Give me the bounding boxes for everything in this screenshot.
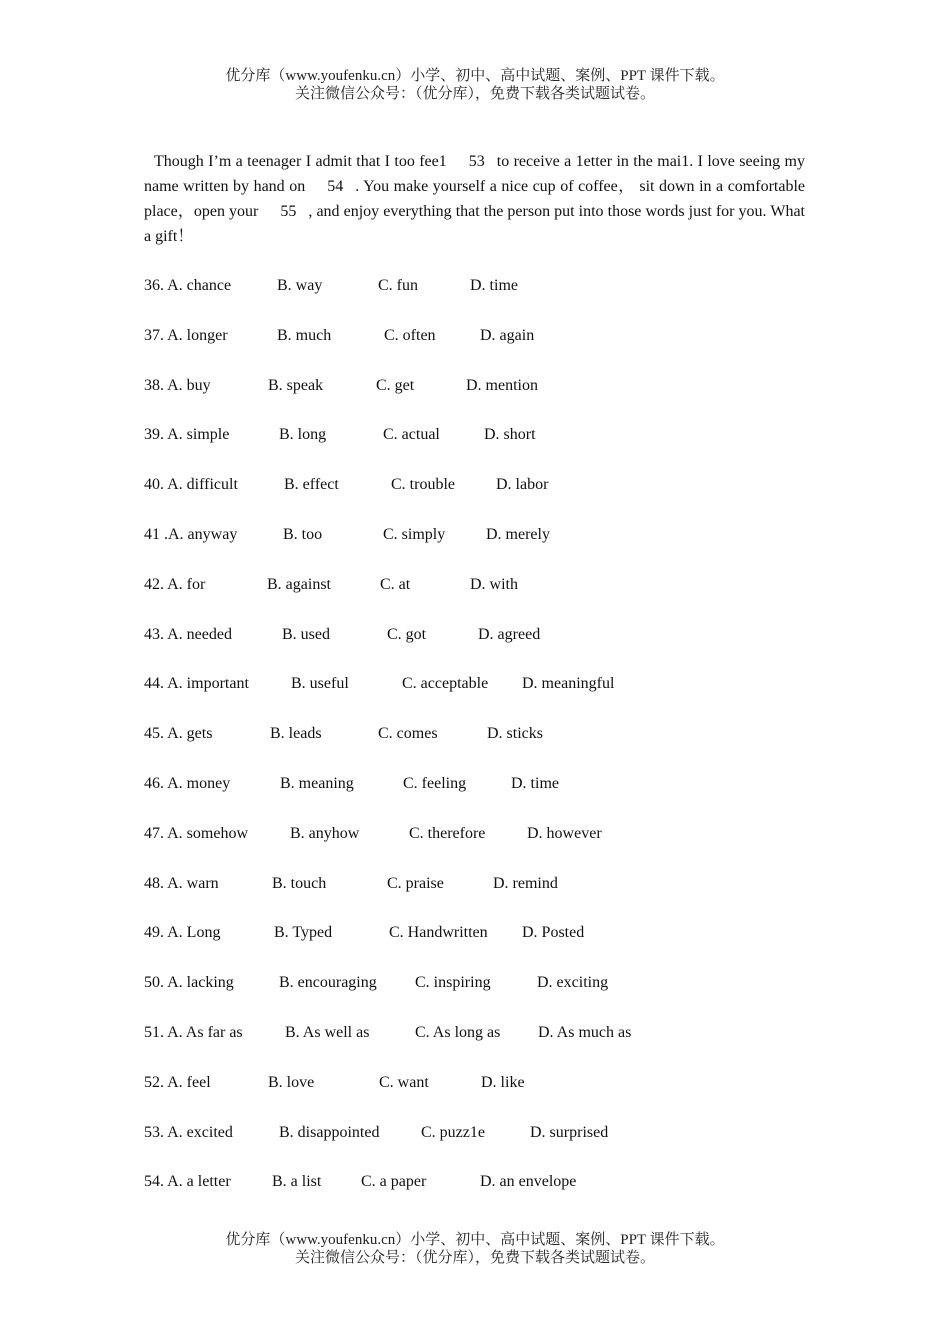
question-row bbox=[144, 823, 844, 873]
header-line-2: 关注微信公众号：（优分库），免费下载各类试题试卷。 bbox=[294, 86, 655, 102]
option-c: C. simply bbox=[383, 525, 446, 543]
option-b: B. against bbox=[267, 575, 331, 593]
option-a: 37. A. longer bbox=[144, 326, 228, 344]
passage-text: . You make yourself a nice cup of coffee， sit down in a comfortable place，open your bbox=[144, 178, 805, 220]
option-a: 39. A. simple bbox=[144, 426, 230, 444]
option-d: D. like bbox=[481, 1073, 525, 1091]
option-d: D. however bbox=[527, 824, 602, 842]
option-d: D. meaningful bbox=[522, 675, 615, 693]
question-row bbox=[144, 972, 844, 1022]
footer-line-2: 关注微信公众号：（优分库），免费下载各类试题试卷。 bbox=[294, 1250, 655, 1266]
option-b: B. a list bbox=[272, 1173, 322, 1191]
option-a: 51. A. As far as bbox=[144, 1023, 243, 1041]
question-row bbox=[144, 624, 844, 674]
passage bbox=[144, 149, 805, 249]
option-c: C. actual bbox=[383, 426, 440, 444]
option-c: C. puzz1e bbox=[421, 1123, 485, 1141]
option-d: D. mention bbox=[466, 376, 538, 394]
option-c: C. at bbox=[380, 575, 411, 593]
option-d: D. time bbox=[511, 774, 559, 792]
question-row bbox=[144, 375, 844, 425]
option-d: D. with bbox=[470, 575, 518, 593]
option-c: C. As long as bbox=[415, 1023, 501, 1041]
option-d: D. short bbox=[484, 426, 536, 444]
question-row bbox=[144, 275, 844, 325]
question-row bbox=[144, 773, 844, 823]
option-b: B. meaning bbox=[280, 774, 354, 792]
option-c: C. feeling bbox=[403, 774, 467, 792]
option-a: 38. A. buy bbox=[144, 376, 211, 394]
question-row bbox=[144, 474, 844, 524]
question-row bbox=[144, 424, 844, 474]
option-d: D. Posted bbox=[522, 924, 585, 942]
passage-text: to receive a 1etter in the mai1. I love seeing my name written by hand on bbox=[144, 153, 806, 195]
option-c: C. praise bbox=[387, 874, 444, 892]
question-row bbox=[144, 524, 844, 574]
option-d: D. an envelope bbox=[480, 1173, 577, 1191]
footer-line-1: 优分库（www.youfenku.cn）小学、初中、高中试题、案例、PPT 课件下载。 bbox=[225, 1232, 725, 1248]
option-a: 36. A. chance bbox=[144, 277, 232, 294]
option-d: D. again bbox=[480, 326, 535, 344]
option-c: C. inspiring bbox=[415, 974, 491, 992]
option-b: B. anyhow bbox=[290, 824, 360, 842]
option-b: B. used bbox=[282, 625, 330, 643]
header-line-1: 优分库（www.youfenku.cn）小学、初中、高中试题、案例、PPT 课件下载。 bbox=[225, 68, 725, 84]
question-row bbox=[144, 1072, 844, 1122]
passage-paragraph bbox=[144, 149, 805, 249]
option-a: 54. A. a letter bbox=[144, 1173, 231, 1191]
option-b: B. speak bbox=[268, 376, 324, 394]
option-a: 46. A. money bbox=[144, 774, 231, 792]
question-list bbox=[144, 275, 844, 1221]
page-header bbox=[0, 67, 950, 103]
option-a: 50. A. lacking bbox=[144, 974, 234, 992]
page-footer bbox=[0, 1231, 950, 1267]
blank-54: 54 bbox=[327, 178, 344, 195]
option-b: B. leads bbox=[270, 725, 322, 743]
option-a: 45. A. gets bbox=[144, 725, 213, 743]
option-c: C. therefore bbox=[409, 824, 486, 842]
option-a: 47. A. somehow bbox=[144, 824, 248, 842]
question-row bbox=[144, 1122, 844, 1172]
question-row bbox=[144, 922, 844, 972]
option-b: B. love bbox=[268, 1073, 315, 1091]
option-a: 52. A. feel bbox=[144, 1073, 211, 1091]
option-a: 53. A. excited bbox=[144, 1123, 233, 1141]
option-b: B. effect bbox=[284, 476, 339, 494]
option-c: C. get bbox=[376, 376, 415, 394]
option-d: D. surprised bbox=[530, 1123, 609, 1141]
option-d: D. merely bbox=[486, 525, 550, 543]
option-b: B. too bbox=[283, 525, 323, 543]
blank-55: 55 bbox=[280, 203, 297, 220]
option-b: B. disappointed bbox=[279, 1123, 380, 1141]
option-a: 40. A. difficult bbox=[144, 476, 238, 494]
question-row bbox=[144, 1022, 844, 1072]
option-b: B. way bbox=[277, 277, 323, 294]
option-b: B. much bbox=[277, 326, 332, 344]
option-c: C. Handwritten bbox=[389, 924, 488, 942]
option-c: C. acceptable bbox=[402, 675, 489, 693]
option-d: D. agreed bbox=[478, 625, 541, 643]
option-b: B. useful bbox=[291, 675, 349, 693]
option-c: C. want bbox=[379, 1073, 429, 1091]
option-d: D. time bbox=[470, 277, 518, 294]
option-d: D. sticks bbox=[487, 725, 543, 743]
option-a: 49. A. Long bbox=[144, 924, 221, 942]
option-c: C. trouble bbox=[391, 476, 455, 494]
option-d: D. remind bbox=[493, 874, 558, 892]
option-b: B. touch bbox=[272, 874, 327, 892]
option-b: B. long bbox=[279, 426, 327, 444]
option-b: B. encouraging bbox=[279, 974, 377, 992]
option-a: 42. A. for bbox=[144, 575, 206, 593]
option-c: C. fun bbox=[378, 277, 418, 294]
option-a: 44. A. important bbox=[144, 675, 249, 693]
option-a: 48. A. warn bbox=[144, 874, 219, 892]
option-c: C. comes bbox=[378, 725, 438, 743]
option-d: D. labor bbox=[496, 476, 549, 494]
passage-text: Though I’m a teenager I admit that I too fee1 bbox=[154, 153, 447, 170]
question-row bbox=[144, 723, 844, 773]
option-b: B. As well as bbox=[285, 1023, 370, 1041]
question-row bbox=[144, 574, 844, 624]
question-row bbox=[144, 673, 844, 723]
question-row bbox=[144, 873, 844, 923]
option-d: D. As much as bbox=[538, 1023, 632, 1041]
blank-53: 53 bbox=[468, 153, 485, 170]
option-a: 43. A. needed bbox=[144, 625, 232, 643]
option-d: D. exciting bbox=[537, 974, 609, 992]
option-c: C. a paper bbox=[361, 1173, 427, 1191]
question-row bbox=[144, 325, 844, 375]
option-b: B. Typed bbox=[274, 924, 333, 942]
option-c: C. often bbox=[384, 326, 436, 344]
passage-text: , and enjoy everything that the person put into those words just for you. What a gift！ bbox=[144, 203, 805, 245]
option-c: C. got bbox=[387, 625, 427, 643]
question-row bbox=[144, 1171, 844, 1221]
option-a: 41 .A. anyway bbox=[144, 525, 238, 543]
